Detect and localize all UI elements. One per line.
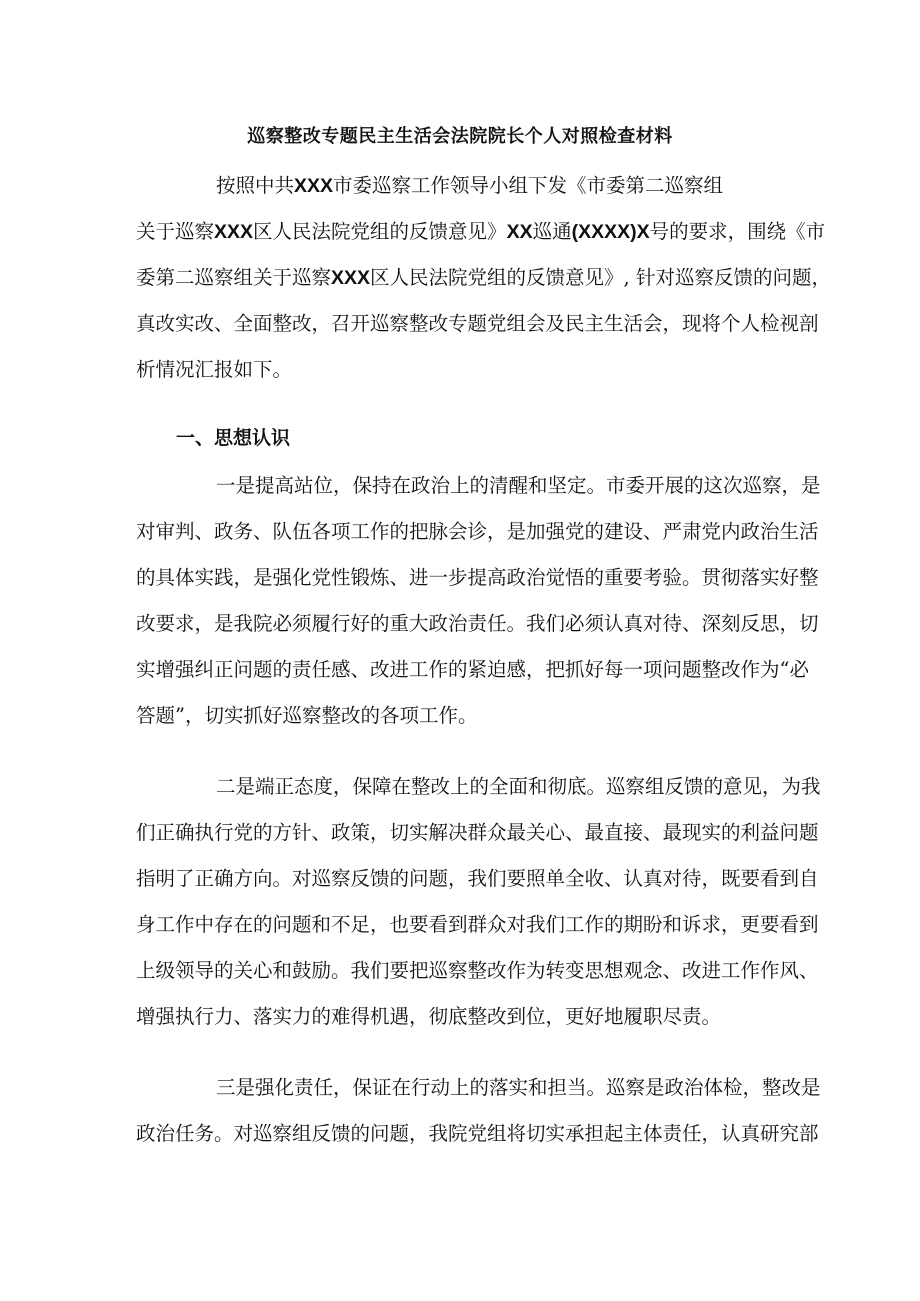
para1-line: 实增强纠正问题的责任感、改进工作的紧迫感，把抓好每一项问题整改作为“必 xyxy=(136,658,809,681)
para3-line: 政治任务。对巡察组反馈的问题，我院党组将切实承担起主体责任，认真研究部 xyxy=(136,1122,819,1145)
document-title: 巡察整改专题民主生活会法院院长个人对照检查材料 xyxy=(247,126,673,147)
para2-line: 身工作中存在的问题和不足，也要看到群众对我们工作的期盼和诉求，更要看到 xyxy=(136,913,819,936)
para2-line: 们正确执行党的方针、政策，切实解决群众最关心、最直接、最现实的利益问题 xyxy=(136,821,819,844)
intro-line-5: 析情况汇报如下。 xyxy=(136,358,293,381)
para2-line: 二是端正态度，保障在整改上的全面和彻底。巡察组反馈的意见，为我 xyxy=(216,775,821,798)
para2-line: 指明了正确方向。对巡察反馈的问题，我们要照单全收、认真对待，既要看到自 xyxy=(136,867,819,890)
intro-line-3: 委第二巡察组关于巡察XXX区人民法院党组的反馈意见》, 针对巡察反馈的问题， xyxy=(136,266,831,289)
intro-line-2: 关于巡察XXX区人民法院党组的反馈意见》XX巡通(XXXX)X号的要求，围绕《市 xyxy=(136,220,826,243)
section-heading-1: 一、思想认识 xyxy=(176,427,291,449)
para1-line: 对审判、政务、队伍各项工作的把脉会诊，是加强党的建设、严肃党内政治生活 xyxy=(136,520,819,543)
para1-line: 答题”，切实抓好巡察整改的各项工作。 xyxy=(136,704,478,727)
para1-line: 改要求，是我院必须履行好的重大政治责任。我们必须认真对待、深刻反思，切 xyxy=(136,612,819,635)
para2-line: 增强执行力、落实力的难得机遇，彻底整改到位，更好地履职尽责。 xyxy=(136,1005,722,1028)
para1-line: 一是提高站位，保持在政治上的清醒和坚定。市委开展的这次巡察，是 xyxy=(216,474,821,497)
intro-line-1: 按照中共XXX市委巡察工作领导小组下发《市委第二巡察组 xyxy=(216,174,724,197)
para3-line: 三是强化责任，保证在行动上的落实和担当。巡察是政治体检，整改是 xyxy=(216,1076,821,1099)
para1-line: 的具体实践，是强化党性锻炼、进一步提高政治觉悟的重要考验。贯彻落实好整 xyxy=(136,566,819,589)
intro-line-4: 真改实改、全面整改，召开巡察整改专题党组会及民主生活会，现将个人检视剖 xyxy=(136,312,819,335)
para2-line: 上级领导的关心和鼓励。我们要把巡察整改作为转变思想观念、改进工作作风、 xyxy=(136,959,819,982)
